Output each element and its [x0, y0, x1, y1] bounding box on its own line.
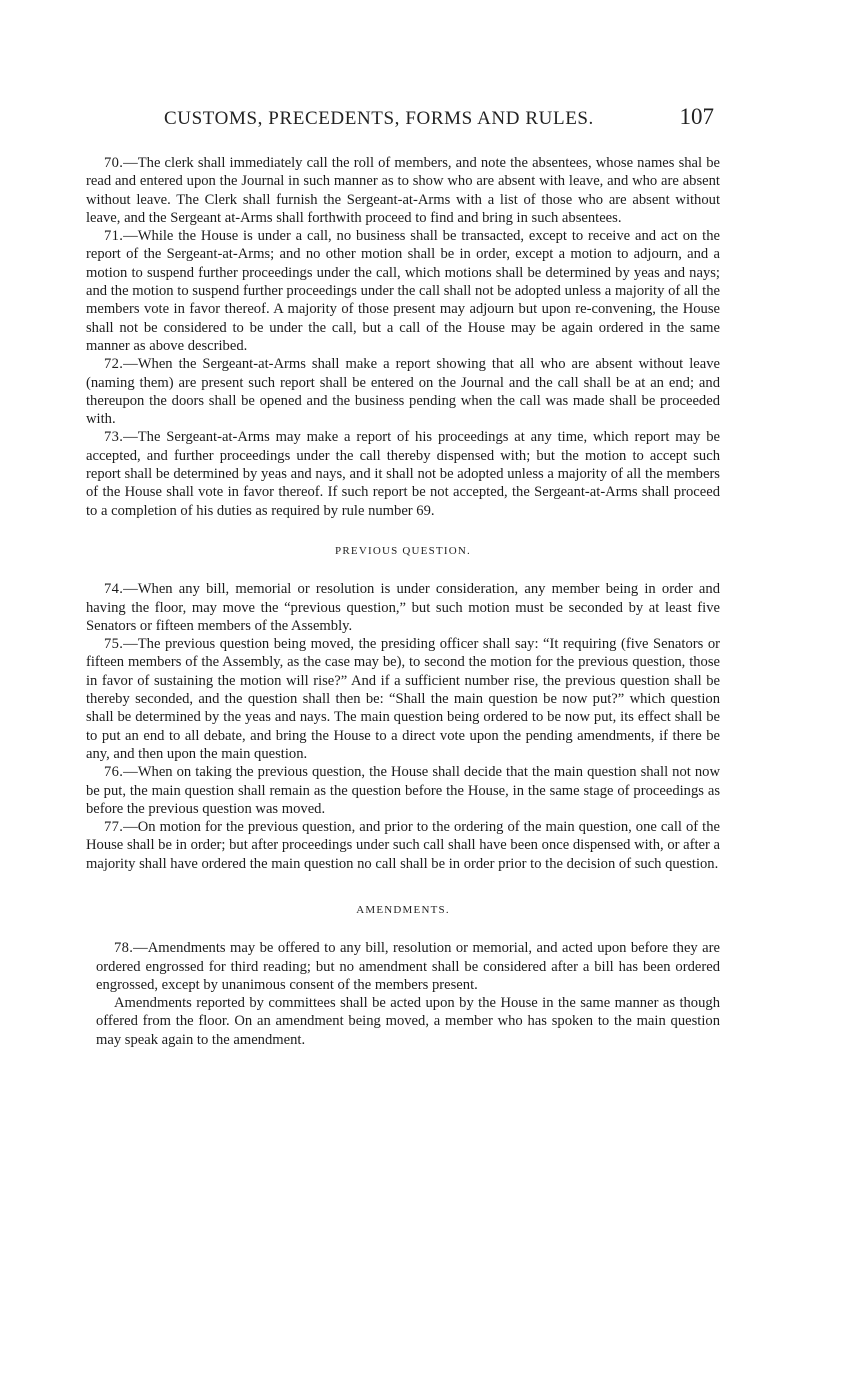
em-dash: —: [133, 940, 148, 957]
page-header: [160, 106, 720, 136]
em-dash: —: [123, 356, 138, 373]
rule-number: 75.: [104, 636, 124, 653]
rule-number: 71.: [104, 228, 124, 245]
em-dash: —: [123, 764, 138, 781]
rule-text: When on taking the previous question, the House shall decide that the main question shall not now be put, the main question shall remain as the question before the House, in the same stage of proceedings as before the previous question was moved.: [86, 764, 720, 817]
running-title: CUSTOMS, PRECEDENTS, FORMS AND RULES.: [164, 108, 594, 129]
page-number: 107: [679, 104, 714, 129]
section-heading-amendments: AMENDMENTS.: [356, 903, 450, 916]
rule-text: The previous question being moved, the presiding officer shall say: “It requiring (five Senators or fifteen members of the Assembly, as the case may be), to second the motion for the previous question, those in favor of sustaining the motion will rise?” And if a sufficient number rise, the previous question shall be thereby seconded, and the question shall then be: “Shall the main question be now put?” which question shall be determined by the yeas and nays. The main question being ordered to be now put, its effect shall be to put an end to all debate, and bring the House to a direct vote upon the pending amendments, if there be any, and then upon the main question.: [86, 636, 720, 762]
em-dash: —: [123, 636, 138, 653]
rule-paragraph: [86, 227, 720, 355]
rule-paragraph: [86, 580, 720, 635]
rule-paragraph: [86, 355, 720, 428]
rule-number: 77.: [104, 819, 124, 836]
rule-paragraph: [86, 154, 720, 227]
rule-number: 76.: [104, 764, 124, 781]
rule-text: On motion for the previous question, and prior to the ordering of the main question, one call of the House shall be in order; but after proceedings under such call shall have been once dispensed with, or after a majority shall have ordered the main question no call shall be in order prior to the decision of such question.: [86, 819, 720, 872]
em-dash: —: [123, 429, 138, 446]
rule-paragraph: [86, 428, 720, 519]
em-dash: —: [123, 581, 138, 598]
body-text: [86, 154, 720, 1049]
rule-number: 74.: [104, 581, 124, 598]
em-dash: —: [123, 155, 138, 171]
em-dash: —: [123, 819, 138, 836]
section-heading-previous-question: PREVIOUS QUESTION.: [335, 544, 471, 557]
amendments-block: [86, 939, 720, 1049]
rule-paragraph: [86, 635, 720, 763]
rule-number: 72.: [104, 356, 124, 373]
rule-number: 73.: [104, 429, 124, 446]
rule-text: When any bill, memorial or resolution is under consideration, any member being in order and having the floor, may move the “previous question,” but such motion must be seconded by at least five Senators or fifteen members of the Assembly.: [86, 581, 720, 634]
rule-number: 78.: [114, 940, 134, 957]
rule-paragraph: [96, 939, 720, 994]
rule-number: 70.: [104, 155, 124, 171]
closing-paragraph: Amendments reported by committees shall be acted upon by the House in the same manner as though offered from the floor. On an amendment being moved, a member who has spoken to the main question may speak again to the amendment.: [96, 995, 720, 1048]
rule-paragraph: [86, 763, 720, 818]
rule-text: The Sergeant-at-Arms may make a report of his proceedings at any time, which report may be accepted, and further proceedings under the call thereby dispensed with; but the motion to accept such report shall be determined by yeas and nays, and it shall not be adopted unless a majority of all the members of the House shall vote in favor thereof. If such report be not accepted, the Sergeant-at-Arms shall proceed to a completion of his duties as required by rule number 69.: [86, 429, 720, 519]
em-dash: —: [123, 228, 138, 245]
rule-text: Amendments may be offered to any bill, resolution or memorial, and acted upon before they are ordered engrossed for third reading; but no amendment shall be considered after a bill has been ordered engrossed, except by unanimous consent of the members present.: [96, 940, 720, 993]
rule-text: When the Sergeant-at-Arms shall make a report showing that all who are absent without leave (naming them) are present such report shall be entered on the Journal and the call shall be at an end; and thereupon the doors shall be opened and the business pending when the call was made shall be proceeded with.: [86, 356, 720, 428]
rule-paragraph: [86, 818, 720, 873]
rule-text: While the House is under a call, no business shall be transacted, except to receive and act on the report of the Sergeant-at-Arms; and no other motion shall be in order, except a motion to adjourn, and a motion to suspend further proceedings under the call, which motions shall be determined by yeas and nays; and the motion to suspend further proceedings under the call shall not be adopted unless a majority of all the members vote in favor thereof. A majority of those present may adjourn but upon re-convening, the House shall not be considered to be under the call, but a call of the House may be again ordered in the same manner as above described.: [86, 228, 720, 354]
rule-text: The clerk shall immediately call the roll of members, and note the absentees, whose names shal be read and entered upon the Journal in such manner as to show who are absent with leave, and who are absent without leave. The Clerk shall furnish the Sergeant-at-Arms with a list of those who are absent without leave, and the Sergeant at-Arms shall forthwith proceed to find and bring in such absentees.: [86, 155, 720, 226]
